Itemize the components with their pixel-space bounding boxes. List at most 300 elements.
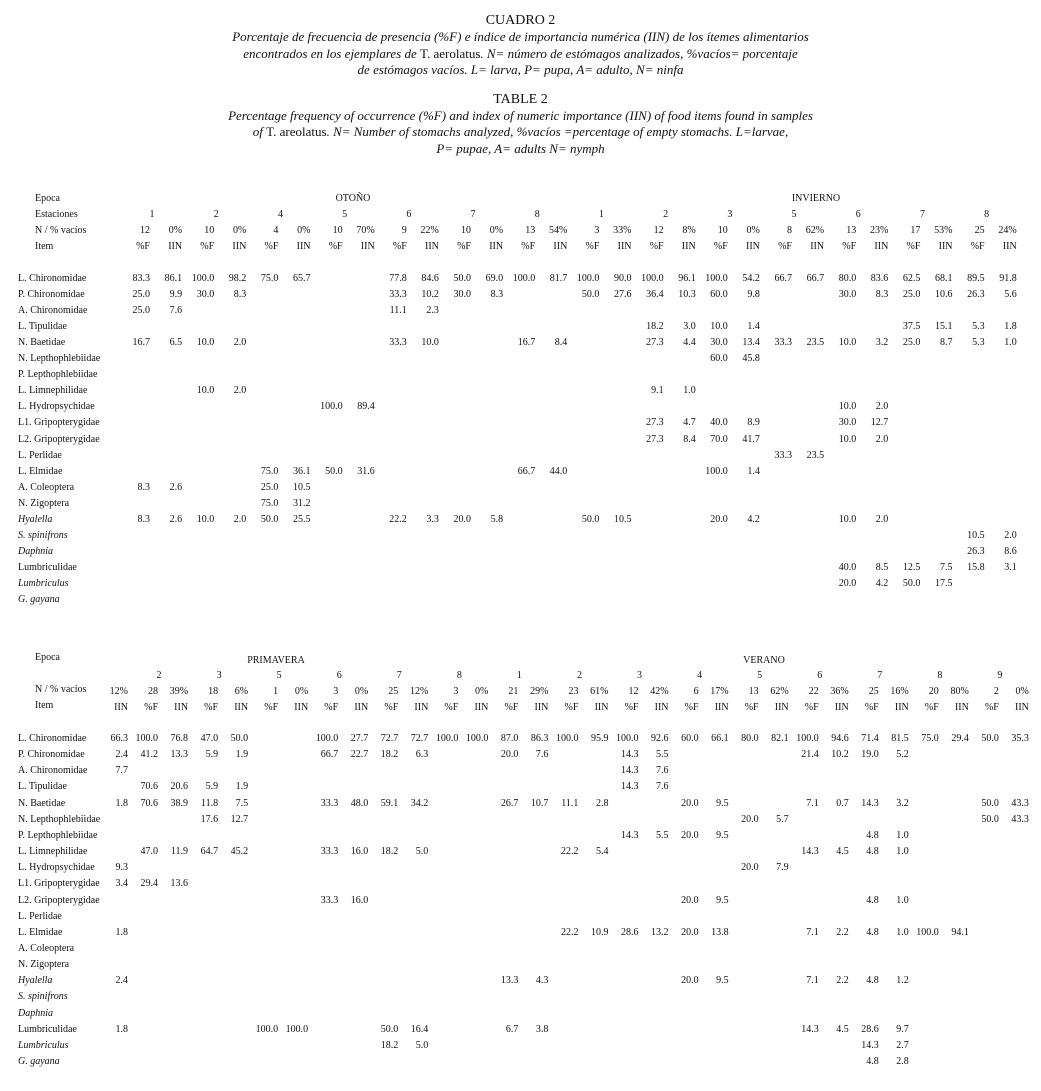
table-cell: 3.4 [115, 878, 128, 889]
table-cell: 31.2 [293, 498, 311, 509]
table-cell: 5.6 [1004, 289, 1017, 300]
table-cell: 10.0 [710, 321, 728, 332]
table-cell: 5.9 [205, 749, 219, 760]
n-cell: 0% [475, 686, 489, 697]
table-cell: 33.3 [389, 337, 407, 348]
table-cell: 84.6 [421, 273, 439, 284]
table-cell: 14.3 [861, 1040, 879, 1051]
station-number: 1 [149, 209, 155, 220]
table-cell: 7.6 [656, 781, 669, 792]
table-cell: 71.4 [861, 733, 879, 744]
table-cell: 81.7 [549, 273, 568, 284]
table-cell: 69.0 [485, 273, 504, 284]
table-cell: 9.1 [651, 385, 664, 396]
station-number: 7 [877, 670, 883, 681]
table-cell: 86.3 [530, 733, 549, 744]
n-cell: 12% [409, 686, 429, 697]
table-cell: 5.3 [972, 337, 985, 348]
metric-label: IIN [834, 702, 849, 713]
item-name: L. Hydropsychidae [18, 862, 95, 873]
table-cell: 2.2 [836, 975, 849, 986]
metric-label: IIN [714, 702, 729, 713]
table-cell: 86.1 [164, 273, 183, 284]
table-cell: 33.3 [320, 846, 339, 857]
table-cell: 16.7 [132, 337, 150, 348]
metric-label: IIN [489, 241, 504, 252]
season-name: PRIMAVERA [247, 655, 305, 666]
metric-label: IIN [874, 241, 889, 252]
table-cell: 7.1 [806, 798, 819, 809]
item-name: A. Chironomidae [18, 305, 88, 316]
table-cell: 100.0 [191, 273, 215, 284]
table-cell: 10.2 [831, 749, 849, 760]
table-cell: 10.0 [838, 401, 857, 412]
table-cell: 11.1 [389, 305, 407, 316]
table-cell: 18.2 [380, 1040, 399, 1051]
table-cell: 19.0 [861, 749, 879, 760]
table-cell: 8.7 [940, 337, 953, 348]
table-cell: 31.6 [357, 466, 375, 477]
n-cell: 0% [294, 686, 309, 697]
table-cell: 4.8 [866, 975, 879, 986]
season-name: OTOÑO [335, 193, 371, 204]
item-name: N. Lepthophlebiidae [18, 353, 101, 364]
metric-label: IIN [534, 702, 549, 713]
table-cell: 14.3 [621, 830, 639, 841]
metric-label: %F [744, 702, 759, 713]
table-cell: 10.7 [530, 798, 549, 809]
table-cell: 26.7 [500, 798, 519, 809]
metric-label: IIN [294, 702, 309, 713]
table-cell: 7.6 [169, 305, 183, 316]
metric-label: IIN [474, 702, 489, 713]
metric-label: IIN [174, 702, 189, 713]
table-cell: 33.3 [320, 895, 339, 906]
table-cell: 30.0 [838, 417, 857, 428]
table-cell: 16.0 [350, 895, 369, 906]
station-number: 8 [937, 670, 943, 681]
table-cell: 27.7 [350, 733, 369, 744]
station-number: 8 [984, 209, 990, 220]
table-cell: 22.2 [389, 514, 407, 525]
table-cell: 100.0 [285, 1024, 309, 1035]
table-cell: 9.7 [896, 1024, 909, 1035]
metric-label: %F [384, 702, 399, 713]
table-cell: 50.0 [981, 798, 999, 809]
en-title: TABLE 2 [493, 91, 548, 107]
metric-label: %F [649, 241, 664, 252]
table-cell: 1.0 [896, 927, 909, 938]
table-cell: 83.6 [870, 273, 889, 284]
item-name: L. Tipulidae [18, 321, 67, 332]
table-cell: 66.7 [806, 273, 825, 284]
table-cell: 100.0 [555, 733, 579, 744]
n-cell: 39% [169, 686, 189, 697]
table-cell: 10.0 [196, 385, 215, 396]
table-cell: 2.8 [595, 798, 609, 809]
table-cell: 100.0 [576, 273, 600, 284]
metric-label: IIN [414, 702, 429, 713]
table-cell: 7.6 [535, 749, 549, 760]
table-cell: 100.0 [135, 733, 159, 744]
table-cell: 2.0 [875, 401, 889, 412]
n-cell: 36% [830, 686, 849, 697]
n-cell: 20 [928, 686, 939, 697]
table-cell: 1.8 [115, 1024, 128, 1035]
station-number: 1 [598, 209, 604, 220]
table-cell: 15.1 [935, 321, 953, 332]
n-cell: 8% [682, 225, 696, 236]
metric-label: IIN [894, 702, 909, 713]
table-cell: 89.5 [967, 273, 985, 284]
en-caption-line-3: P= pupae, A= adults N= nymph [436, 140, 605, 156]
table-cell: 50.0 [325, 466, 343, 477]
table-cell: 77.8 [389, 273, 407, 284]
metric-label: IIN [774, 702, 789, 713]
table-cell: 43.3 [1011, 798, 1029, 809]
table-cell: 33.3 [774, 450, 792, 461]
table-cell: 5.4 [595, 846, 609, 857]
table-cell: 20.0 [681, 895, 699, 906]
table-cell: 36.1 [293, 466, 311, 477]
n-cell: 24% [998, 225, 1017, 236]
n-cell: 13 [525, 225, 536, 236]
table-cell: 1.0 [1004, 337, 1017, 348]
metric-label: %F [970, 241, 985, 252]
item-name: N. Zigoptera [18, 498, 70, 509]
item-name: Lumbriculus [18, 578, 69, 589]
table-cell: 35.3 [1011, 733, 1029, 744]
item-name: Hyalella [18, 514, 53, 525]
table-cell: 64.7 [200, 846, 219, 857]
table-cell: 45.8 [742, 353, 760, 364]
metric-label: %F [624, 702, 639, 713]
table-cell: 20.0 [710, 514, 728, 525]
table-cell: 30.0 [196, 289, 215, 300]
metric-label: %F [392, 241, 407, 252]
table-cell: 10.0 [196, 514, 215, 525]
table-cell: 70.0 [710, 434, 728, 445]
table-cell: 6.7 [505, 1024, 519, 1035]
table-cell: 100.0 [435, 733, 459, 744]
table-cell: 4.5 [836, 1024, 849, 1035]
table-cell: 8.9 [747, 417, 760, 428]
n-cell: 3 [453, 686, 459, 697]
table-cell: 2.0 [875, 434, 889, 445]
table-cell: 27.3 [646, 434, 664, 445]
table-cell: 33.3 [774, 337, 792, 348]
table-cell: 89.4 [357, 401, 375, 412]
metric-label: %F [444, 702, 459, 713]
table-cell: 96.1 [678, 273, 696, 284]
table-cell: 20.0 [838, 578, 857, 589]
table-cell: 11.9 [170, 846, 189, 857]
table-cell: 3.3 [426, 514, 439, 525]
table-cell: 25.0 [132, 305, 150, 316]
item-name: A. Coleoptera [18, 482, 75, 493]
table-cell: 80.0 [838, 273, 857, 284]
table-cell: 100.0 [705, 466, 728, 477]
table-cell: 50.0 [453, 273, 471, 284]
metric-label: IIN [746, 241, 760, 252]
metric-label: %F [906, 241, 921, 252]
item-name: Lumbriculidae [18, 1024, 77, 1035]
station-number: 5 [276, 670, 282, 681]
table-cell: 9.5 [716, 975, 729, 986]
table-cell: 4.2 [747, 514, 760, 525]
table-cell: 8.4 [554, 337, 568, 348]
table-cell: 1.8 [115, 927, 128, 938]
metric-label: IIN [360, 241, 375, 252]
metric-label: %F [144, 702, 159, 713]
table-cell: 94.6 [831, 733, 849, 744]
n-cell: 2 [993, 686, 999, 697]
n-cell: 62% [770, 686, 789, 697]
n-cell: 25 [388, 686, 399, 697]
table-cell: 100.0 [616, 733, 639, 744]
table-cell: 25.0 [260, 482, 279, 493]
table-cell: 34.2 [410, 798, 429, 809]
station-number: 5 [757, 670, 763, 681]
table-cell: 75.0 [260, 466, 279, 477]
table-cell: 37.5 [902, 321, 921, 332]
station-number: 3 [727, 209, 733, 220]
station-number: 7 [470, 209, 476, 220]
season-name: VERANO [743, 655, 785, 666]
item-name: L. Limnephilidae [18, 846, 88, 857]
table-cell: 13.8 [711, 927, 729, 938]
n-cell: 80% [950, 686, 969, 697]
table-cell: 100.0 [320, 401, 343, 412]
table-cell: 14.3 [801, 846, 819, 857]
metric-label: %F [324, 702, 339, 713]
table-cell: 66.7 [774, 273, 792, 284]
n-cell: 61% [590, 686, 609, 697]
table-cell: 98.2 [228, 273, 247, 284]
table-cell: 3.8 [535, 1024, 549, 1035]
table-cell: 100.0 [705, 273, 728, 284]
table-cell: 3.0 [683, 321, 696, 332]
table-cell: 8.4 [683, 434, 696, 445]
table-cell: 10.5 [614, 514, 632, 525]
table-cell: 10.2 [421, 289, 439, 300]
table-cell: 8.3 [490, 289, 504, 300]
table-cell: 10.5 [967, 530, 985, 541]
station-number: 6 [855, 209, 861, 220]
station-number: 8 [456, 670, 462, 681]
table-cell: 9.5 [716, 830, 729, 841]
epoca-label: Epoca [35, 193, 60, 204]
metric-label: IIN [425, 241, 439, 252]
table-cell: 17.5 [935, 578, 953, 589]
item-name: G. gayana [18, 594, 60, 605]
item-label: Item [35, 700, 54, 711]
table-cell: 2.0 [233, 385, 247, 396]
table-cell: 92.6 [651, 733, 669, 744]
item-name: Daphnia [18, 546, 53, 557]
table-cell: 100.0 [916, 927, 939, 938]
table-cell: 2.2 [836, 927, 849, 938]
metric-label: %F [924, 702, 939, 713]
table-cell: 72.7 [380, 733, 399, 744]
station-number: 6 [817, 670, 823, 681]
metric-label: IIN [168, 241, 183, 252]
table-cell: 60.0 [710, 353, 728, 364]
table-cell: 7.1 [806, 975, 819, 986]
table-cell: 4.5 [836, 846, 849, 857]
table-cell: 5.0 [415, 1040, 429, 1051]
station-number: 3 [216, 670, 222, 681]
station-number: 6 [406, 209, 412, 220]
table-cell: 9.5 [716, 798, 729, 809]
table-cell: 1.0 [896, 895, 909, 906]
table-cell: 2.0 [233, 337, 247, 348]
item-name: S. spinifrons [18, 530, 68, 541]
n-cell: 4 [273, 225, 279, 236]
table-cell: 0.7 [836, 798, 849, 809]
table-cell: 1.0 [683, 385, 696, 396]
table-cell: 8.6 [1004, 546, 1017, 557]
station-number: 5 [791, 209, 797, 220]
metric-label: IIN [617, 241, 632, 252]
item-name: N. Lepthophlebiidae [18, 814, 101, 825]
table-cell: 38.9 [170, 798, 189, 809]
table-cell: 72.7 [410, 733, 429, 744]
table-cell: 2.8 [896, 1056, 909, 1067]
table-cell: 100.0 [465, 733, 489, 744]
en-caption-line-1: Percentage frequency of occurrence (%F) and index of numeric importance (IIN) of food items found in samples [228, 107, 813, 123]
n-cell: 3 [594, 225, 600, 236]
n-cell: 10 [717, 225, 728, 236]
estaciones-label: Estaciones [35, 209, 78, 220]
table-cell: 7.7 [115, 765, 128, 776]
table-cell: 60.0 [681, 733, 699, 744]
table-cell: 75.0 [921, 733, 939, 744]
station-number: 2 [576, 670, 582, 681]
table-cell: 9.8 [747, 289, 760, 300]
es-caption-line-3: de estómagos vacíos. L= larva, P= pupa, A= adulto, N= ninfa [357, 62, 684, 77]
season-name: INVIERNO [791, 193, 841, 204]
table-cell: 23.5 [806, 450, 825, 461]
n-cell: 0% [354, 686, 369, 697]
n-cell: 0% [746, 225, 760, 236]
table-cell: 3.2 [875, 337, 889, 348]
item-name: Daphnia [18, 1008, 53, 1019]
table-cell: 5.2 [896, 749, 909, 760]
table-cell: 50.0 [981, 733, 999, 744]
table-cell: 14.3 [621, 781, 639, 792]
table-cell: 22.2 [560, 927, 579, 938]
item-label: Item [35, 241, 54, 252]
table-cell: 1.2 [896, 975, 909, 986]
table-cell: 50.0 [581, 514, 600, 525]
table-cell: 12.7 [870, 417, 889, 428]
table-cell: 25.0 [902, 289, 921, 300]
n-cell: 12% [109, 686, 128, 697]
table-cell: 5.7 [776, 814, 789, 825]
n-cell: 21 [508, 686, 519, 697]
item-name: A. Chironomidae [18, 765, 88, 776]
item-name: N. Baetidae [18, 798, 66, 809]
table-cell: 4.2 [875, 578, 889, 589]
table-cell: 8.3 [137, 482, 150, 493]
n-cell: 13 [846, 225, 857, 236]
n-cell: 16% [890, 686, 909, 697]
table-cell: 7.9 [776, 862, 789, 873]
table-cell: 13.3 [500, 975, 519, 986]
table-cell: 20.0 [500, 749, 519, 760]
station-number: 5 [342, 209, 348, 220]
station-number: 1 [516, 670, 522, 681]
table-cell: 1.0 [896, 846, 909, 857]
metric-label: %F [136, 241, 150, 252]
table-cell: 76.8 [170, 733, 189, 744]
n-cell: 25 [868, 686, 879, 697]
station-number: 4 [277, 209, 283, 220]
table-cell: 81.5 [891, 733, 909, 744]
table-cell: 30.0 [710, 337, 728, 348]
table-cell: 10.0 [838, 434, 857, 445]
table-cell: 6.5 [169, 337, 183, 348]
table-cell: 20.0 [681, 830, 699, 841]
table-cell: 33.3 [389, 289, 407, 300]
metric-label: IIN [1002, 241, 1017, 252]
table-cell: 48.0 [350, 798, 369, 809]
table-cell: 87.0 [500, 733, 519, 744]
station-number: 7 [396, 670, 402, 681]
table-cell: 100.0 [796, 733, 819, 744]
metric-label: %F [457, 241, 471, 252]
table-cell: 5.8 [490, 514, 504, 525]
table-cell: 50.0 [581, 289, 600, 300]
table-cell: 91.8 [999, 273, 1017, 284]
n-cell: 23 [568, 686, 579, 697]
table-cell: 40.0 [838, 562, 857, 573]
table-cell: 7.6 [656, 765, 669, 776]
item-name: Lumbriculidae [18, 562, 77, 573]
table-cell: 30.0 [838, 289, 857, 300]
table-cell: 8.3 [137, 514, 150, 525]
n-cell: 53% [934, 225, 953, 236]
table-cell: 70.6 [140, 781, 159, 792]
metric-label: %F [264, 702, 279, 713]
item-name: P. Chironomidae [18, 749, 85, 760]
table-cell: 44.0 [549, 466, 568, 477]
table-cell: 1.8 [115, 798, 128, 809]
metric-label: IIN [114, 702, 128, 713]
metric-label: %F [713, 241, 728, 252]
n-cell: 1 [273, 686, 279, 697]
n-cell: 70% [356, 225, 375, 236]
table-cell: 26.3 [967, 289, 985, 300]
metric-label: %F [778, 241, 792, 252]
table-cell: 5.3 [972, 321, 985, 332]
table-cell: 28.6 [621, 927, 639, 938]
metric-label: IIN [234, 702, 249, 713]
table-cell: 2.0 [875, 514, 889, 525]
item-name: L. Tipulidae [18, 781, 67, 792]
table-cell: 13.4 [742, 337, 760, 348]
table-cell: 90.0 [614, 273, 632, 284]
table-cell: 14.3 [861, 798, 879, 809]
table-cell: 82.1 [771, 733, 789, 744]
station-number: 2 [213, 209, 219, 220]
table-cell: 4.4 [683, 337, 696, 348]
table-cell: 10.9 [590, 927, 609, 938]
n-cell: 10 [332, 225, 343, 236]
n-cell: 0% [1015, 686, 1029, 697]
table-cell: 65.7 [293, 273, 311, 284]
